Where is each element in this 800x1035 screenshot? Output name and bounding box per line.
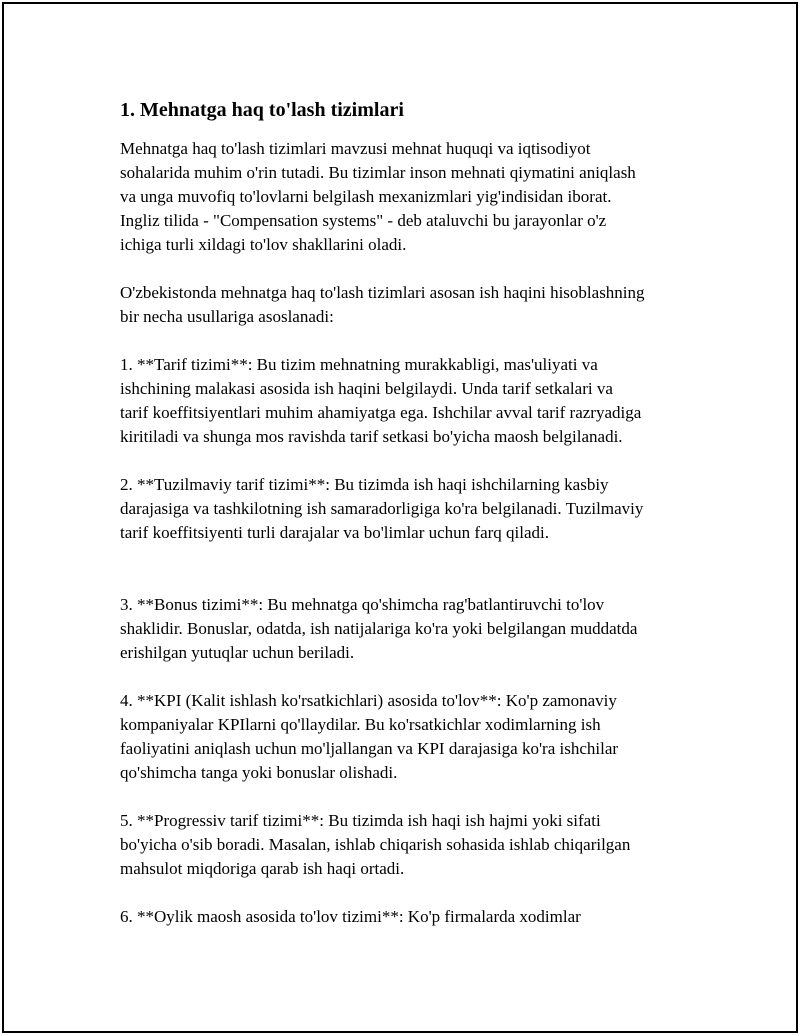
paragraph-spacer: [120, 545, 700, 593]
paragraph-spacer: [120, 257, 700, 281]
list-item-kpi: 4. **KPI (Kalit ishlash ko'rsatkichlari) asosida to'lov**: Ko'p zamonaviy kompaniyalar KPIlarni qo'llaydilar. Bu ko'rsatkichlar xodimlarning ish faoliyatini aniqlash uchun mo'ljallangan va KPI darajasiga ko'ra ishchilar qo'shimcha tanga yoki bonuslar olishadi.: [120, 691, 619, 782]
list-item-bonus: 3. **Bonus tizimi**: Bu mehnatga qo'shimcha rag'batlantiruvchi to'lov shaklidir. Bonuslar, odatda, ish natijalariga ko'ra yoki belgilangan muddatda erishilgan yutuqlar uchun beriladi.: [120, 595, 638, 662]
list-item-progressiv: 5. **Progressiv tarif tizimi**: Bu tizimda ish haqi ish hajmi yoki sifati bo'yicha o'sib boradi. Masalan, ishlab chiqarish sohasida ishlab chiqarilgan mahsulot miqdoriga qarab ish haqi ortadi.: [120, 811, 631, 878]
intro-paragraph: Mehnatga haq to'lash tizimlari mavzusi mehnat huquqi va iqtisodiyot sohalarida muhim o'rin tutadi. Bu tizimlar inson mehnati qiymatini aniqlash va unga muvofiq to'lovlarni belgilash mexanizmlari yig'indisidan iborat. Ingliz tilida - "Compensation systems" - deb ataluvchi bu jarayonlar o'z ichiga turli xildagi to'lov shakllarini oladi.: [120, 139, 636, 254]
overview-paragraph: O'zbekistonda mehnatga haq to'lash tizimlari asosan ish haqini hisoblashning bir necha usullariga asoslanadi:: [120, 283, 645, 326]
list-item-tarif: 1. **Tarif tizimi**: Bu tizim mehnatning murakkabligi, mas'uliyati va ishchining malakasi asosida ish haqini belgilaydi. Unda tarif setkalari va tarif koeffitsiyentlari muhim ahamiyatga ega. Ishchilar avval tarif razryadiga kiritiladi va shunga mos ravishda tarif setkasi bo'yicha maosh belgilanadi.: [120, 355, 642, 446]
paragraph-spacer: [120, 881, 700, 905]
paragraph-spacer: [120, 665, 700, 689]
list-item-tuzilmaviy: 2. **Tuzilmaviy tarif tizimi**: Bu tizimda ish haqi ishchilarning kasbiy darajasiga va tashkilotning ish samaradorligiga ko'ra belgilanadi. Tuzilmaviy tarif koeffitsiyenti turli darajalar va bo'limlar uchun farq qiladi.: [120, 475, 644, 542]
document-title: 1. Mehnatga haq to'lash tizimlari: [120, 99, 404, 121]
list-item-oylik-maosh: 6. **Oylik maosh asosida to'lov tizimi**: Ko'p firmalarda xodimlar: [120, 907, 581, 926]
paragraph-spacer: [120, 329, 700, 353]
paragraph-spacer: [120, 449, 700, 473]
paragraph-spacer: [120, 785, 700, 809]
page-frame: [2, 2, 798, 1033]
document-body: [120, 96, 700, 929]
